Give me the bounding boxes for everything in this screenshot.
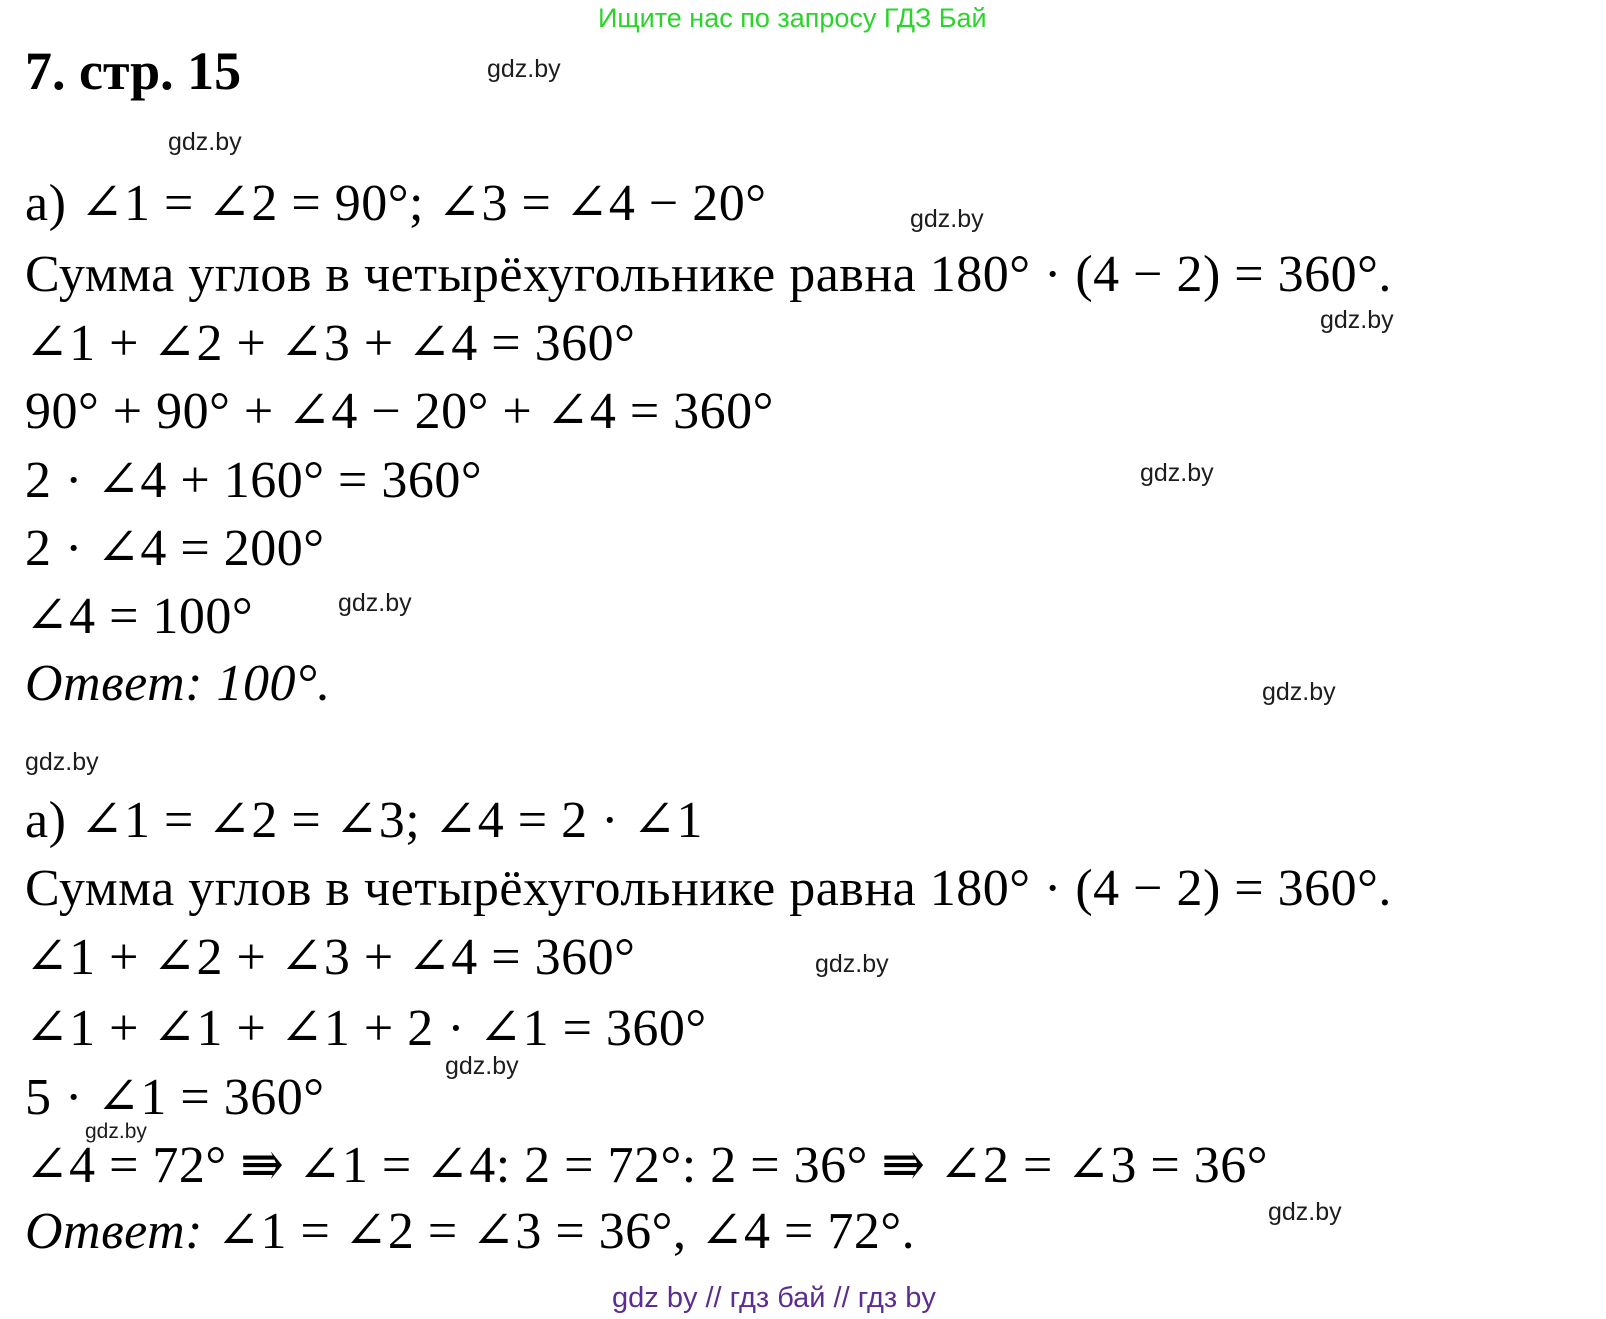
- gdz-watermark: gdz.by: [1320, 306, 1394, 334]
- math-line-b-given: а) ∠1 = ∠2 = ∠3; ∠4 = 2 · ∠1: [25, 792, 703, 849]
- math-line-b-result: ∠4 = 72° ⇛ ∠1 = ∠4: 2 = 72°: 2 = 36° ⇛ ∠2 = ∠3 = 36°: [25, 1137, 1269, 1194]
- gdz-watermark: gdz.by: [487, 55, 561, 83]
- gdz-watermark: gdz.by: [85, 1120, 147, 1143]
- gdz-watermark: gdz.by: [25, 748, 99, 776]
- answer-label: Ответ:: [25, 1203, 203, 1260]
- answer-line-a: Ответ: 100°.: [25, 655, 331, 712]
- math-line-b-equation: ∠1 + ∠2 + ∠3 + ∠4 = 360°: [25, 929, 636, 986]
- gdz-watermark: gdz.by: [445, 1052, 519, 1080]
- math-line-a-given: а) ∠1 = ∠2 = 90°; ∠3 = ∠4 − 20°: [25, 175, 767, 232]
- math-line-a-step2: 2 · ∠4 = 200°: [25, 520, 325, 577]
- gdz-watermark: gdz.by: [815, 950, 889, 978]
- math-line-a-equation: ∠1 + ∠2 + ∠3 + ∠4 = 360°: [25, 315, 636, 372]
- answer-body: ∠1 = ∠2 = ∠3 = 36°, ∠4 = 72°.: [202, 1203, 916, 1260]
- math-line-a-step1: 2 · ∠4 + 160° = 360°: [25, 452, 483, 509]
- gdz-watermark: gdz.by: [910, 205, 984, 233]
- math-line-a-sum-rule: Сумма углов в четырёхугольнике равна 180° · (4 − 2) = 360°.: [25, 246, 1392, 303]
- math-line-a-subst: 90° + 90° + ∠4 − 20° + ∠4 = 360°: [25, 383, 774, 440]
- answer-line-b: [25, 1203, 916, 1260]
- gdz-watermark: gdz.by: [338, 589, 412, 617]
- page-title: 7. стр. 15: [25, 41, 242, 101]
- math-line-b-step1: 5 · ∠1 = 360°: [25, 1069, 325, 1126]
- gdz-watermark: gdz.by: [168, 128, 242, 156]
- promo-banner: Ищите нас по запросу ГДЗ Бай: [598, 3, 987, 33]
- gdz-watermark: gdz.by: [1268, 1198, 1342, 1226]
- gdz-watermark: gdz.by: [1262, 678, 1336, 706]
- math-line-b-sum-rule: Сумма углов в четырёхугольнике равна 180° · (4 − 2) = 360°.: [25, 860, 1392, 917]
- footer-search-tags: gdz by // гдз бай // гдз by: [612, 1282, 936, 1314]
- math-line-a-result: ∠4 = 100°: [25, 588, 254, 645]
- math-line-b-subst: ∠1 + ∠1 + ∠1 + 2 · ∠1 = 360°: [25, 1000, 707, 1057]
- gdz-watermark: gdz.by: [1140, 459, 1214, 487]
